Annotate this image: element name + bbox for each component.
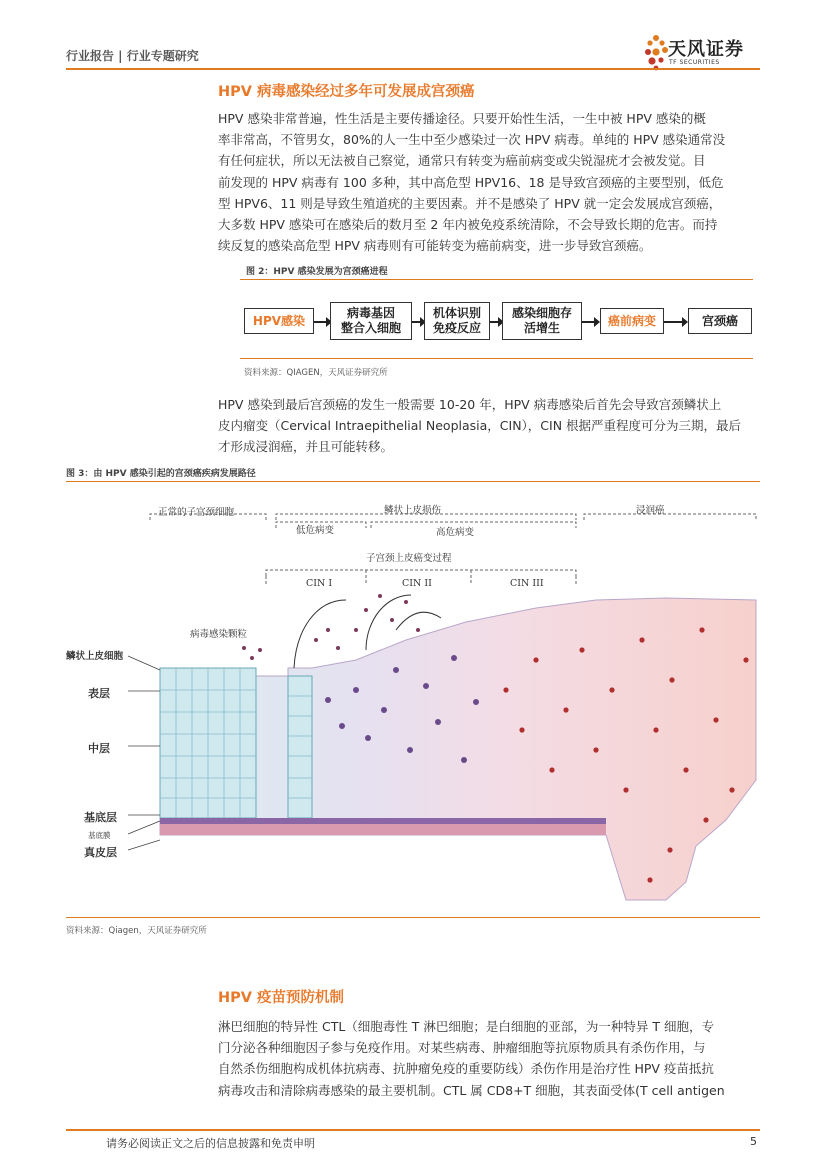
flow-step-hpv-infection: HPV感染: [244, 308, 314, 334]
logo-text-cn: 天风证券: [668, 39, 744, 60]
figure-2-caption: 图 2：HPV 感染发展为宫颈癌进程: [246, 267, 388, 277]
footer-rule: [66, 1129, 760, 1131]
flow-step-immune-response: 机体识别 免疫反应: [424, 302, 490, 340]
label-surface-layer: 表层: [88, 687, 110, 700]
figure-3-caption: 图 3：由 HPV 感染引起的宫颈癌疾病发展路径: [66, 469, 256, 479]
paragraph-hpv-infection: [218, 108, 760, 256]
flow-step-precancer: 癌前病变: [600, 308, 664, 334]
footer-disclaimer: 请务必阅读正文之后的信息披露和免责申明: [106, 1137, 315, 1150]
label-basal-layer: 基底层: [84, 811, 117, 824]
text-line: HPV 感染到最后宫颈癌的发生一般需要 10-20 年，HPV 病毒感染后首先会导致宫颈鳞状上: [218, 397, 722, 412]
figure-3-source: 资料来源：Qiagen，天风证券研究所: [66, 926, 207, 936]
text-line: 自然杀伤细胞构成机体抗病毒、抗肿瘤免疫的重要防线）杀伤作用是治疗性 HPV 疫苗抵抗: [218, 1061, 714, 1077]
figure-3-top-rule: [66, 481, 760, 482]
text-line: 前发现的 HPV 病毒有 100 多种，其中高危型 HPV16、18 是导致宫颈癌的主要型别，低危: [218, 174, 724, 190]
label-virus-particles: 病毒感染颗粒: [190, 629, 248, 640]
label-middle-layer: 中层: [88, 742, 110, 755]
figure-2-source: 资料来源：QIAGEN，天风证券研究所: [244, 368, 388, 378]
section-title-hpv-infection: HPV 病毒感染经过多年可发展成宫颈癌: [218, 84, 475, 100]
section-title-vaccine: HPV 疫苗预防机制: [218, 990, 345, 1006]
label-cin1: CIN I: [306, 578, 333, 589]
flow-arrow: [490, 321, 500, 323]
page-number: 5: [750, 1135, 757, 1148]
label-invasive-cancer: 浸润癌: [636, 505, 665, 516]
text-line: 才形成浸润癌，并且可能转移。: [218, 439, 394, 455]
header-rule: [66, 68, 760, 70]
paragraph-cin: [218, 394, 760, 458]
label-cin2: CIN II: [402, 578, 432, 589]
text-line: HPV 感染非常普遍，性生活是主要传播途径。只要开始性生活，一生中被 HPV 感染的概: [218, 111, 706, 126]
text-line: 率非常高，不管男女，80%的人一生中至少感染过一次 HPV 病毒。单纯的 HPV 感染通常没: [218, 132, 726, 148]
text-line: 病毒攻击和清除病毒感染的最主要机制。CTL 属 CD8+T 细胞，其表面受体(T cell antigen: [218, 1082, 725, 1098]
text-line: 型 HPV6、11 则是导致生殖道疣的主要因素。并不是感染了 HPV 就一定会发展成宫颈癌，: [218, 195, 722, 211]
report-category: 行业报告 | 行业专题研究: [66, 49, 199, 63]
text-line: 门分泌各种细胞因子参与免疫作用。对某些病毒、肿瘤细胞等抗原物质具有杀伤作用，与: [218, 1040, 706, 1056]
text-line: 有任何症状，所以无法被自己察觉，通常只有转变为癌前病变或尖锐湿疣才会被发觉。目: [218, 153, 706, 169]
cervical-cancer-progression-diagram: [66, 490, 760, 915]
text-line: 淋巴细胞的特异性 CTL（细胞毒性 T 淋巴细胞；是白细胞的亚部，为一种特异 T 细胞，专: [218, 1019, 714, 1034]
flow-step-gene-integration: 病毒基因 整合入细胞: [330, 302, 412, 340]
label-high-risk: 高危病变: [436, 527, 475, 538]
label-basement-membrane: 基底膜: [88, 831, 111, 840]
figure-3-bottom-rule: [66, 917, 760, 918]
flow-step-cell-proliferation: 感染细胞存 活增生: [502, 302, 582, 340]
flow-arrow: [314, 321, 328, 323]
label-squamous-lesion: 鳞状上皮损伤: [384, 505, 442, 516]
flow-step-cervical-cancer: 宫颈癌: [688, 308, 752, 334]
label-cin3: CIN III: [510, 578, 544, 589]
label-squamous-cells: 鳞状上皮细胞: [66, 651, 124, 662]
label-normal-cells: 正常的子宫颈细胞: [158, 507, 235, 518]
paragraph-vaccine: [218, 1016, 760, 1101]
flow-arrow: [582, 321, 596, 323]
label-low-risk: 低危病变: [296, 525, 335, 536]
flow-arrow: [412, 321, 422, 323]
text-line: 大多数 HPV 感染可在感染后的数月至 2 年内被免疫系统清除，不会导致长期的危害。而持: [218, 217, 718, 233]
logo-text-en: TF SECURITIES: [669, 59, 720, 66]
text-line: 续反复的感染高危型 HPV 病毒则有可能转变为癌前病变，进一步导致宫颈癌。: [218, 238, 652, 254]
label-dermis: 真皮层: [84, 846, 117, 859]
hpv-progression-flow: [240, 300, 760, 346]
figure-2-bottom-rule: [240, 358, 753, 359]
figure-2-top-rule: [240, 279, 753, 280]
label-carcinogenesis: 子宫颈上皮癌变过程: [366, 553, 452, 564]
text-line: 皮内瘤变（Cervical Intraepithelial Neoplasia，CIN），CIN 根据严重程度可分为三期，最后: [218, 418, 742, 434]
flow-arrow: [664, 321, 684, 323]
